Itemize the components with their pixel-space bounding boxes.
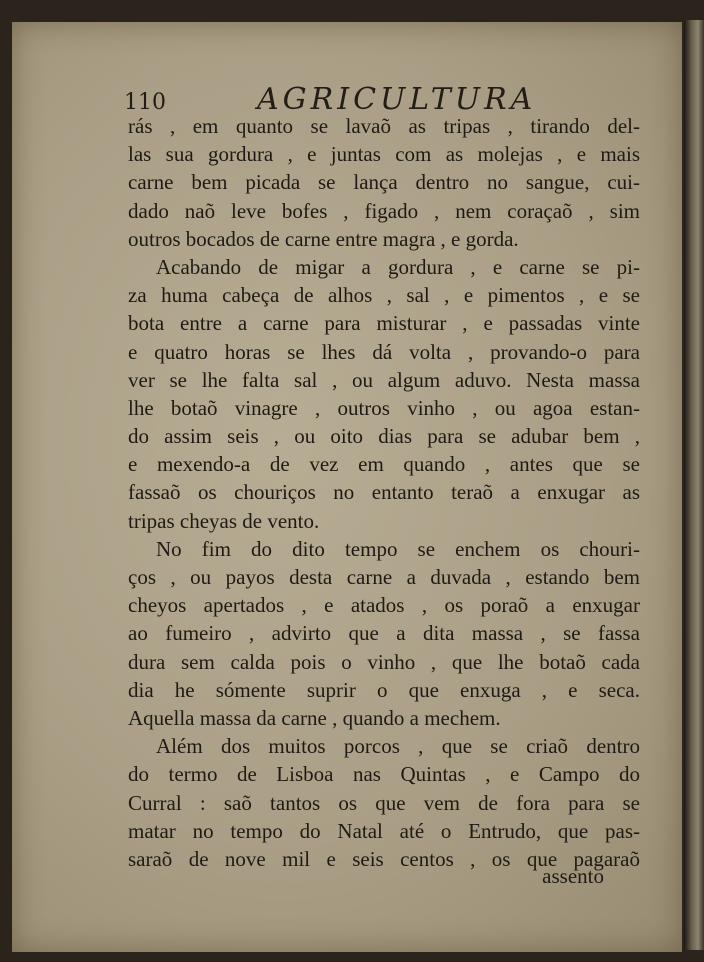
text-line: carne bem picada se lança dentro no sangue, cui-	[128, 170, 640, 195]
text-line: saraõ de nove mil e seis centos , os que pagaraõ	[128, 846, 640, 871]
text-line: lhe botaõ vinagre , outros vinho , ou agoa estan-	[128, 395, 640, 420]
text-line: Além dos muitos porcos , que se criaõ dentro	[156, 734, 640, 759]
page-header	[12, 80, 682, 116]
text-line: fassaõ os chouriços no entanto teraõ a enxugar as	[128, 480, 640, 505]
catchword: assento	[542, 864, 604, 888]
text-line: ao fumeiro , advirto que a dita massa , se fassa	[128, 621, 640, 646]
text-line: Acabando de migar a gordura , e carne se pi-	[156, 254, 640, 279]
page-number: 110	[124, 90, 166, 115]
text-line: Curral : saõ tantos os que vem de fora para se	[128, 790, 640, 815]
text-line: las sua gordura , e juntas com as molejas , e mais	[128, 142, 640, 167]
text-line: rás , em quanto se lavaõ as tripas , tirando del-	[128, 114, 640, 138]
text-line: do assim seis , ou oito dias para se adubar bem ,	[128, 424, 640, 449]
text-line: ços , ou payos desta carne a duvada , estando bem	[128, 565, 640, 589]
text-line: dia he sómente suprir o que enxuga , e seca.	[128, 677, 640, 702]
text-line: cheyos apertados , e atados , os poraõ a enxugar	[128, 593, 640, 618]
text-line: ver se lhe falta sal , ou algum aduvo. Nesta massa	[128, 367, 640, 392]
text-line: do termo de Lisboa nas Quintas , e Campo do	[128, 762, 640, 787]
text-line: Aquella massa da carne , quando a mechem.	[128, 705, 501, 730]
running-head: AGRICULTURA	[257, 82, 537, 117]
text-line: e mexendo-a de vez em quando , antes que se	[128, 452, 640, 477]
text-line: dura sem calda pois o vinho , que lhe botaõ cada	[128, 649, 640, 674]
text-line: za huma cabeça de alhos , sal , e pimentos , e se	[128, 283, 640, 308]
book-page	[12, 22, 682, 952]
text-line: e quatro horas se lhes dá volta , provando-o para	[128, 339, 640, 364]
text-line: outros bocados de carne entre magra , e gorda.	[128, 226, 519, 251]
body-text	[128, 112, 640, 873]
text-line: dado naõ leve bofes , figado , nem coraçaõ , sim	[128, 198, 640, 223]
text-line: No fim do dito tempo se enchem os chouri-	[156, 536, 640, 561]
text-line: bota entre a carne para misturar , e passadas vinte	[128, 311, 640, 336]
book-gutter	[684, 20, 704, 950]
text-line: tripas cheyas de vento.	[128, 508, 320, 533]
text-line: matar no tempo do Natal até o Entrudo, que pas-	[128, 818, 640, 843]
